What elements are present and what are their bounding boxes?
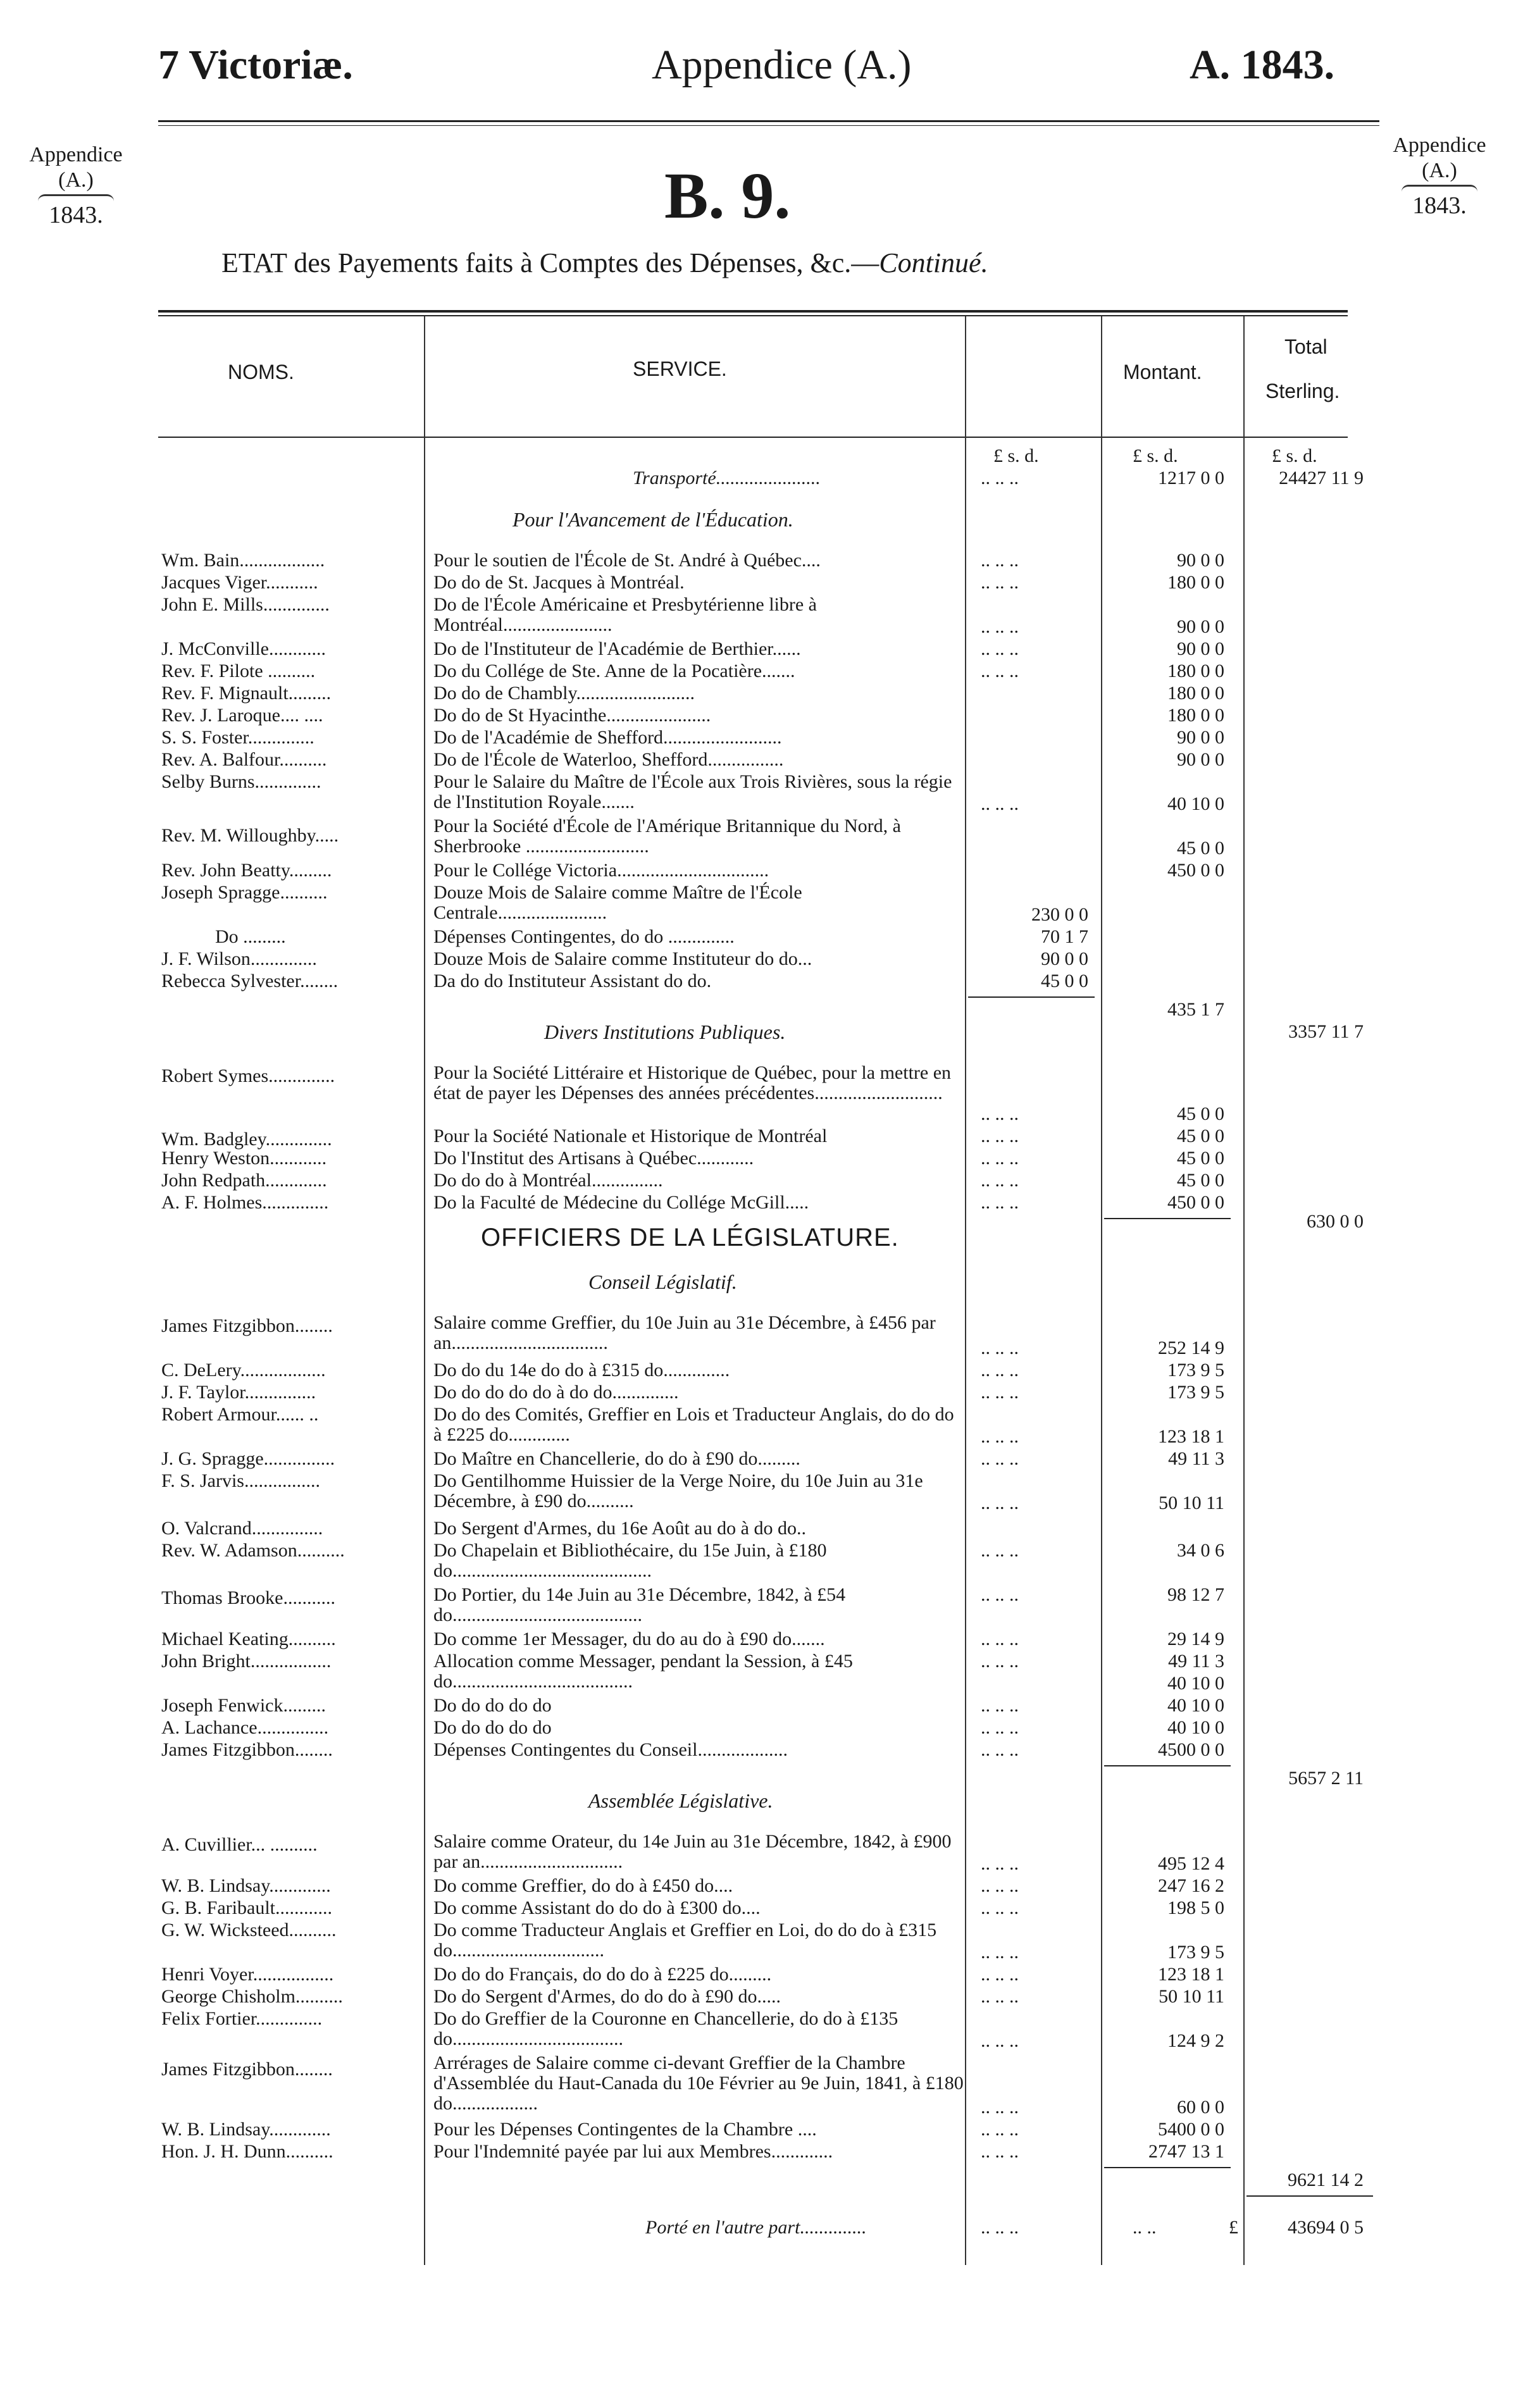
row-col-b: 124 9 2: [1167, 2030, 1224, 2051]
row-col-b: 90 0 0: [1177, 550, 1224, 571]
row-col-a: .. .. ..: [981, 1717, 1019, 1738]
header-sterling: Sterling.: [1265, 380, 1340, 402]
row-col-a: .. .. ..: [981, 1986, 1019, 2007]
row-service: Dépenses Contingentes du Conseil...................: [433, 1739, 788, 1760]
row-col-b: 29 14 9: [1167, 1629, 1224, 1649]
row-col-a: .. .. ..: [981, 1426, 1019, 1447]
margin-right-year: 1843.: [1412, 192, 1467, 219]
row-col-a: .. .. ..: [981, 1584, 1019, 1605]
row-name: O. Valcrand...............: [161, 1518, 323, 1539]
row-service: Dépenses Contingentes, do do ..............: [433, 926, 735, 947]
row-service: Do do Greffier de la Couronne en Chancellerie, do do à £135 do....................................: [433, 2008, 898, 2049]
row-service: Do Portier, du 14e Juin au 31e Décembre, 1842, à £54 do........................................: [433, 1584, 846, 1625]
sum-rule: [1104, 1218, 1231, 1219]
row-name: Do .........: [215, 926, 286, 947]
row-col-b: 198 5 0: [1167, 1897, 1224, 1918]
sum-rule: [1246, 2195, 1373, 2197]
row-col-b: 40 10 0: [1167, 1695, 1224, 1716]
row-name: Selby Burns..............: [161, 771, 321, 792]
row-service: Do de l'Académie de Shefford.........................: [433, 727, 782, 748]
row-name: J. F. Taylor...............: [161, 1382, 316, 1403]
transporte-dots: .. .. ..: [981, 468, 1019, 488]
running-head-center: Appendice (A.): [652, 42, 912, 88]
row-col-b: 90 0 0: [1177, 727, 1224, 748]
row-col-b: 2747 13 1: [1148, 2141, 1224, 2162]
header-noms: NOMS.: [228, 361, 294, 383]
row-col-b: 180 0 0: [1167, 683, 1224, 704]
row-name: Felix Fortier..............: [161, 2008, 323, 2029]
row-service: Allocation comme Messager, pendant la Session, à £45 do......................................: [433, 1651, 853, 1692]
row-col-b: 5400 0 0: [1158, 2119, 1224, 2140]
column-divider: [424, 316, 425, 2265]
row-service: Do de l'Instituteur de l'Académie de Berthier......: [433, 638, 801, 659]
units-col-a: £ s. d.: [993, 445, 1039, 466]
row-name: J. F. Wilson..............: [161, 948, 317, 969]
row-col-b: 180 0 0: [1167, 572, 1224, 593]
row-name: J. G. Spragge...............: [161, 1448, 335, 1469]
row-col-b: 180 0 0: [1167, 705, 1224, 726]
subtitle-text: ETAT des Payements faits à Comptes des Dépenses, &c.—: [221, 247, 880, 278]
porte-total: 43694 0 5: [1288, 2217, 1364, 2238]
row-name: S. S. Foster..............: [161, 727, 314, 748]
sum-rule: [1104, 2167, 1231, 2168]
transporte-montant: 1217 0 0: [1158, 468, 1224, 488]
row-col-b: 173 9 5: [1167, 1942, 1224, 1963]
row-col-a: .. .. ..: [981, 1148, 1019, 1169]
row-col-a: .. .. ..: [981, 2119, 1019, 2140]
row-col-b: 4500 0 0: [1158, 1739, 1224, 1760]
row-service: Arrérages de Salaire comme ci-devant Greffier de la Chambre d'Assemblée du Haut-Canada du 10e Février au 9e Juin, 1841, à £180 do..................: [433, 2052, 964, 2114]
row-service: Do do do do do à do do..............: [433, 1382, 679, 1403]
row-col-b: 45 0 0: [1177, 838, 1224, 859]
row-name: Jacques Viger...........: [161, 572, 318, 593]
row-service: Do de l'École de Waterloo, Shefford................: [433, 749, 784, 770]
row-col-a: .. .. ..: [981, 1337, 1019, 1358]
margin-note-right: [1386, 133, 1493, 218]
table-top-rule: [158, 310, 1348, 313]
row-service: Douze Mois de Salaire comme Instituteur do do...: [433, 948, 812, 969]
row-col-a: .. .. ..: [981, 1126, 1019, 1146]
porte-dots: .. .. ..: [981, 2217, 1019, 2238]
row-name: G. W. Wicksteed..........: [161, 1920, 337, 1940]
row-service: Pour l'Indemnité payée par lui aux Membres.............: [433, 2141, 833, 2162]
row-service: Do comme 1er Messager, du do au do à £90 do.......: [433, 1629, 825, 1649]
row-name: John Redpath.............: [161, 1170, 327, 1191]
running-head-right: A. 1843.: [1190, 42, 1335, 88]
units-col-b: £ s. d.: [1133, 445, 1178, 466]
row-col-b: 90 0 0: [1177, 616, 1224, 637]
table-top-rule-thin: [158, 315, 1348, 316]
row-col-a: .. .. ..: [981, 661, 1019, 681]
row-name: F. S. Jarvis................: [161, 1470, 320, 1491]
row-name: A. F. Holmes..............: [161, 1192, 329, 1213]
row-name: W. B. Lindsay.............: [161, 2119, 331, 2140]
row-col-b: 123 18 1: [1158, 1964, 1224, 1985]
transporte-total: 24427 11 9: [1279, 468, 1364, 488]
row-col-a: .. .. ..: [981, 2141, 1019, 2162]
row-name: Thomas Brooke...........: [161, 1587, 335, 1608]
margin-right-sub: (A.): [1422, 159, 1457, 182]
row-col-a: .. .. ..: [981, 572, 1019, 593]
row-col-a: .. .. ..: [981, 550, 1019, 571]
row-name: Wm. Badgley..............: [161, 1129, 332, 1150]
row-col-a: .. .. ..: [981, 1540, 1019, 1561]
margin-left-year: 1843.: [49, 202, 103, 228]
row-service: Do do do Français, do do do à £225 do.........: [433, 1964, 772, 1985]
row-service: Do do do do do: [433, 1695, 552, 1716]
header-rule: [158, 120, 1379, 122]
row-service: Do Chapelain et Bibliothécaire, du 15e Juin, à £180 do..........................................: [433, 1540, 827, 1581]
transporte-label: Transporté......................: [633, 468, 821, 488]
row-col-a: .. .. ..: [981, 1629, 1019, 1649]
row-col-a: .. .. ..: [981, 1192, 1019, 1213]
row-name: Robert Armour...... ..: [161, 1404, 319, 1425]
subtitle-continue: Continué.: [879, 247, 988, 278]
row-col-b: 90 0 0: [1177, 638, 1224, 659]
row-col-b: 180 0 0: [1167, 661, 1224, 681]
row-col-a: .. .. ..: [981, 1360, 1019, 1381]
row-name: James Fitzgibbon........: [161, 1739, 333, 1760]
subtotal-divers-total: 630 0 0: [1307, 1211, 1364, 1232]
row-service: Do comme Assistant do do do à £300 do....: [433, 1897, 761, 1918]
row-col-b: 495 12 4: [1158, 1853, 1224, 1874]
section-divers: Divers Institutions Publiques.: [544, 1021, 786, 1043]
row-name: George Chisholm..........: [161, 1986, 343, 2007]
row-col-b: 173 9 5: [1167, 1360, 1224, 1381]
row-service: Salaire comme Orateur, du 14e Juin au 31e Décembre, 1842, à £900 par an..............................: [433, 1831, 952, 1872]
subtotal-education-total: 3357 11 7: [1288, 1021, 1364, 1042]
row-name: James Fitzgibbon........: [161, 2059, 333, 2080]
row-name: A. Lachance...............: [161, 1717, 329, 1738]
header-montant: Montant.: [1123, 361, 1202, 383]
row-col-a: .. .. ..: [981, 1739, 1019, 1760]
document-title: B. 9.: [664, 159, 791, 232]
porte-pound: £: [1229, 2217, 1238, 2238]
row-name: Robert Symes..............: [161, 1065, 335, 1086]
row-name: Rev. M. Willoughby.....: [161, 825, 339, 846]
brace-mark: [1402, 185, 1477, 192]
row-col-a: .. .. ..: [981, 1493, 1019, 1513]
row-col-b: 173 9 5: [1167, 1382, 1224, 1403]
row-name: Rebecca Sylvester........: [161, 971, 339, 991]
row-name: G. B. Faribault............: [161, 1897, 332, 1918]
subtotal-assemblee-total: 9621 14 2: [1288, 2169, 1364, 2190]
row-service: Do do des Comités, Greffier en Lois et Traducteur Anglais, do do do à £225 do.............: [433, 1404, 954, 1445]
row-col-b: 98 12 7: [1167, 1584, 1224, 1605]
running-head-left: 7 Victoriæ.: [158, 42, 353, 88]
section-education: Pour l'Avancement de l'Éducation.: [513, 508, 793, 531]
row-service: Do do do à Montréal...............: [433, 1170, 663, 1191]
row-col-b: 45 0 0: [1177, 1103, 1224, 1124]
porte-dots-b: .. ..: [1133, 2217, 1157, 2238]
row-col-b: 49 11 3: [1168, 1448, 1224, 1469]
margin-right-label: Appendice: [1393, 133, 1486, 157]
row-col-b: 45 0 0: [1177, 1126, 1224, 1146]
row-col-a: .. .. ..: [981, 1942, 1019, 1963]
section-conseil: Conseil Législatif.: [588, 1270, 737, 1293]
row-col-a: 70 1 7: [1041, 926, 1088, 947]
row-col-b: 50 10 11: [1159, 1493, 1224, 1513]
row-col-a: .. .. ..: [981, 793, 1019, 814]
row-service: Da do do Instituteur Assistant do do.: [433, 971, 712, 991]
row-service: Do comme Traducteur Anglais et Greffier en Loi, do do do à £315 do................................: [433, 1920, 937, 1961]
row-col-a: .. .. ..: [981, 1695, 1019, 1716]
row-col-a: .. .. ..: [981, 1897, 1019, 1918]
row-service: Do do Sergent d'Armes, do do do à £90 do.....: [433, 1986, 781, 2007]
row-col-b: 252 14 9: [1158, 1337, 1224, 1358]
row-col-b: 450 0 0: [1167, 1192, 1224, 1213]
row-name: Rev. A. Balfour..........: [161, 749, 327, 770]
row-col-a: .. .. ..: [981, 2030, 1019, 2051]
row-name: W. B. Lindsay.............: [161, 1875, 331, 1896]
row-service: Do do do do do: [433, 1717, 552, 1738]
subtotal-education-montant: 435 1 7: [1167, 999, 1224, 1020]
row-col-a: 90 0 0: [1041, 948, 1088, 969]
section-assemblee: Assemblée Législative.: [588, 1789, 773, 1812]
row-service: Do Gentilhomme Huissier de la Verge Noire, du 10e Juin au 31e Décembre, à £90 do..........: [433, 1470, 923, 1511]
row-service: Do Maître en Chancellerie, do do à £90 do.........: [433, 1448, 800, 1469]
row-col-a: .. .. ..: [981, 1651, 1019, 1672]
subtotal-conseil-total: 5657 2 11: [1288, 1768, 1364, 1789]
row-service: Do do de St Hyacinthe......................: [433, 705, 711, 726]
row-service: Do du Collége de Ste. Anne de la Pocatière.......: [433, 661, 795, 681]
sum-rule: [968, 996, 1095, 998]
row-name: Joseph Spragge..........: [161, 882, 328, 903]
row-service: Do l'Institut des Artisans à Québec............: [433, 1148, 754, 1169]
row-service: Do do du 14e do do à £315 do..............: [433, 1360, 730, 1381]
row-col-a: .. .. ..: [981, 2097, 1019, 2118]
row-col-a: .. .. ..: [981, 1448, 1019, 1469]
row-name: Rev. J. Laroque.... ....: [161, 705, 323, 726]
row-col-b: 34 0 6: [1177, 1540, 1224, 1561]
row-name: Wm. Bain..................: [161, 550, 325, 571]
header-rule-thin: [158, 125, 1379, 126]
margin-left-label: Appendice: [29, 143, 123, 166]
row-col-b: 40 10 0: [1167, 1717, 1224, 1738]
section-officiers: OFFICIERS DE LA LÉGISLATURE.: [481, 1224, 899, 1251]
extra-conseil-amount: 40 10 0: [1167, 1673, 1224, 1694]
row-name: John Bright.................: [161, 1651, 332, 1672]
row-service: Salaire comme Greffier, du 10e Juin au 31e Décembre, à £456 par an.................................: [433, 1312, 936, 1353]
row-service: Do do de Chambly.........................: [433, 683, 695, 704]
row-name: Joseph Fenwick.........: [161, 1695, 326, 1716]
row-col-a: .. .. ..: [981, 1103, 1019, 1124]
row-col-a: .. .. ..: [981, 638, 1019, 659]
row-col-b: 60 0 0: [1177, 2097, 1224, 2118]
column-divider: [965, 316, 966, 2265]
row-col-a: .. .. ..: [981, 1853, 1019, 1874]
column-divider: [1243, 316, 1245, 2265]
row-col-a: .. .. ..: [981, 616, 1019, 637]
sum-rule: [1104, 1765, 1231, 1766]
porte-label: Porté en l'autre part..............: [645, 2217, 867, 2238]
row-name: Michael Keating..........: [161, 1629, 336, 1649]
row-service: Pour le Salaire du Maître de l'École aux Trois Rivières, sous la régie de l'Institution Royale.......: [433, 771, 952, 812]
margin-note-left: [25, 142, 127, 228]
row-col-b: 40 10 0: [1167, 793, 1224, 814]
row-service: Pour les Dépenses Contingentes de la Chambre ....: [433, 2119, 817, 2140]
row-col-a: .. .. ..: [981, 1382, 1019, 1403]
row-name: Hon. J. H. Dunn..........: [161, 2141, 333, 2162]
row-name: A. Cuvillier... ..........: [161, 1834, 318, 1855]
row-col-b: 49 11 3: [1168, 1651, 1224, 1672]
table-header-rule: [158, 437, 1348, 438]
row-col-b: 123 18 1: [1158, 1426, 1224, 1447]
brace-mark: [38, 194, 114, 201]
row-name: Rev. F. Pilote ..........: [161, 661, 316, 681]
row-col-a: .. .. ..: [981, 1170, 1019, 1191]
row-col-b: 50 10 11: [1159, 1986, 1224, 2007]
row-col-b: 450 0 0: [1167, 860, 1224, 881]
row-name: Rev. W. Adamson..........: [161, 1540, 345, 1561]
header-service: SERVICE.: [633, 357, 727, 380]
row-name: C. DeLery..................: [161, 1360, 326, 1381]
column-divider: [1101, 316, 1102, 2265]
row-service: Do do de St. Jacques à Montréal.: [433, 572, 685, 593]
row-name: Rev. John Beatty.........: [161, 860, 332, 881]
row-name: John E. Mills..............: [161, 594, 330, 615]
row-service: Pour la Société d'École de l'Amérique Britannique du Nord, à Sherbrooke ..........................: [433, 816, 901, 857]
row-service: Do comme Greffier, do do à £450 do....: [433, 1875, 733, 1896]
row-service: Do de l'École Américaine et Presbytérienne libre à Montréal.......................: [433, 594, 817, 635]
row-col-b: 90 0 0: [1177, 749, 1224, 770]
document-subtitle: [221, 247, 988, 279]
row-name: Henri Voyer.................: [161, 1964, 334, 1985]
units-col-c: £ s. d.: [1272, 445, 1317, 466]
row-col-a: .. .. ..: [981, 1964, 1019, 1985]
row-col-a: .. .. ..: [981, 1875, 1019, 1896]
row-service: Douze Mois de Salaire comme Maître de l'École Centrale.......................: [433, 882, 802, 923]
row-name: Henry Weston............: [161, 1148, 327, 1169]
row-col-b: 247 16 2: [1158, 1875, 1224, 1896]
row-col-a: 230 0 0: [1031, 904, 1088, 925]
row-service: Pour la Société Nationale et Historique de Montréal: [433, 1126, 828, 1146]
row-service: Do la Faculté de Médecine du Collége McGill.....: [433, 1192, 809, 1213]
row-col-b: 45 0 0: [1177, 1148, 1224, 1169]
row-service: Pour le soutien de l'École de St. André à Québec....: [433, 550, 821, 571]
row-name: James Fitzgibbon........: [161, 1315, 333, 1336]
row-name: Rev. F. Mignault.........: [161, 683, 332, 704]
margin-left-sub: (A.): [58, 168, 94, 192]
row-name: J. McConville............: [161, 638, 326, 659]
row-col-b: 45 0 0: [1177, 1170, 1224, 1191]
row-service: Do Sergent d'Armes, du 16e Août au do à do do..: [433, 1518, 806, 1539]
row-service: Pour le Collége Victoria................................: [433, 860, 769, 881]
row-service: Pour la Société Littéraire et Historique de Québec, pour la mettre en état de payer les Dépenses des années précédentes...........................: [433, 1062, 952, 1103]
row-col-a: 45 0 0: [1041, 971, 1088, 991]
header-total: Total: [1284, 335, 1327, 358]
